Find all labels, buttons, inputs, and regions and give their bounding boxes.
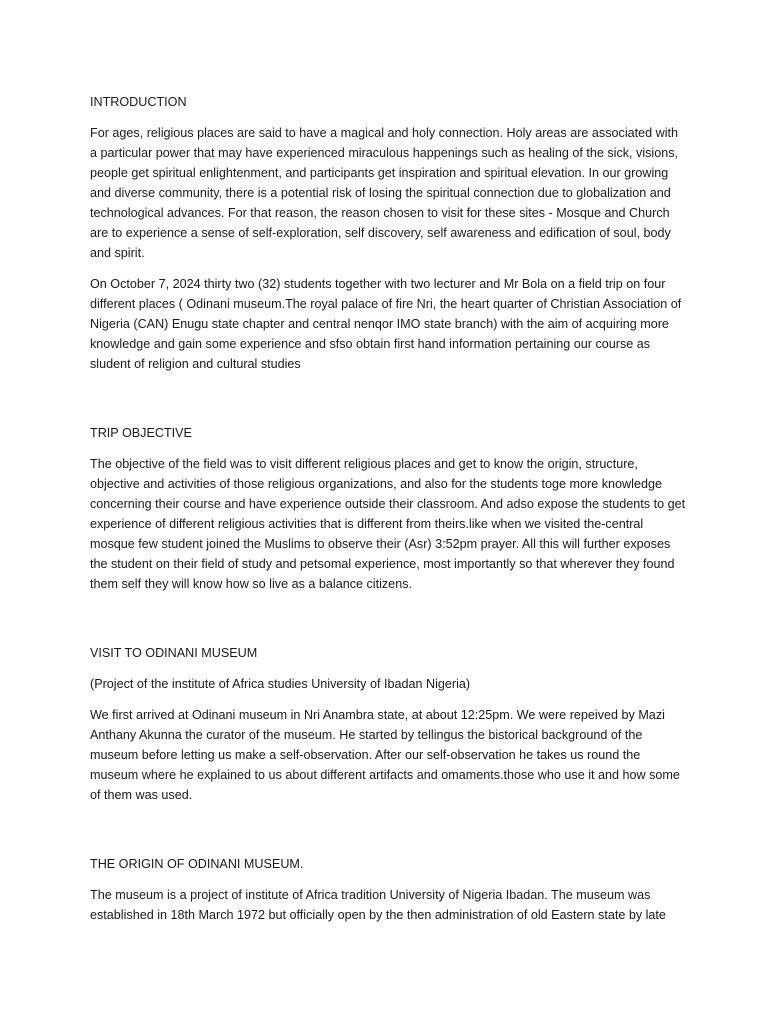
paragraph: The objective of the field was to visit different religious places and get to know the origin, structure, objective and activities of those religious organizations, and also for the students toge more knowledge concerning their course and have experience outside their classroom. And adso expose the students to get experience of different religious activities that is different from theirs.like when we visited the-central mosque few student joined the Muslims to observe their (Asr) 3:52pm prayer. All this will further exposes the student on their field of study and petsomal experience, most importantly so that wherever they found them self they will know how so live as a balance citizens. — [90, 457, 686, 591]
section-heading: TRIP OBJECTIVE — [90, 426, 192, 440]
paragraph: For ages, religious places are said to have a magical and holy connection. Holy areas are associated with a particular power that may have experienced miraculous happenings such as healing of the sick, visions, people get spiritual enlightenment, and participants get inspiration and spiritual elevation. In our growing and diverse community, there is a potential risk of losing the spiritual connection due to globalization and technological advances. For that reason, the reason chosen to visit for these sites - Mosque and Church are to experience a sense of self-exploration, self discovery, self awareness and edification of soul, body and spirit. — [90, 126, 679, 260]
section-heading: VISIT TO ODINANI MUSEUM — [90, 646, 258, 660]
paragraph: We first arrived at Odinani museum in Nri Anambra state, at about 12:25pm. We were repeived by Mazi Anthany Akunna the curator of the museum. He started by tellingus the bistorical background of the museum before letting us make a self-observation. After our self-observation he takes us round the museum where he explained to us about different artifacts and omaments.those who use it and how some of them was used. — [90, 708, 680, 802]
section-introduction — [90, 92, 686, 374]
section-spacer — [90, 816, 686, 854]
section-heading: THE ORIGIN OF ODINANI MUSEUM. — [90, 857, 304, 871]
section-trip-objective — [90, 423, 686, 594]
section-visit-odinani-museum — [90, 643, 686, 805]
section-origin-odinani-museum — [90, 854, 686, 925]
section-heading: INTRODUCTION — [90, 95, 187, 109]
paragraph: The museum is a project of institute of Africa tradition University of Nigeria Ibadan. The museum was established in 18th March 1972 but officially open by the then administration of old Eastern state by late — [90, 888, 666, 922]
document-page — [90, 92, 686, 936]
paragraph: On October 7, 2024 thirty two (32) students together with two lecturer and Mr Bola on a field trip on four different places ( Odinani museum.The royal palace of fire Nri, the heart quarter of Christian Association of Nigeria (CAN) Enugu state chapter and central nenqor IMO state branch) with the aim of acquiring more knowledge and gain some experience and sfso obtain first hand information pertaining our course as sludent of religion and cultural studies — [90, 277, 682, 371]
section-spacer — [90, 385, 686, 423]
paragraph: (Project of the institute of Africa studies University of Ibadan Nigeria) — [90, 677, 471, 691]
section-spacer — [90, 605, 686, 643]
